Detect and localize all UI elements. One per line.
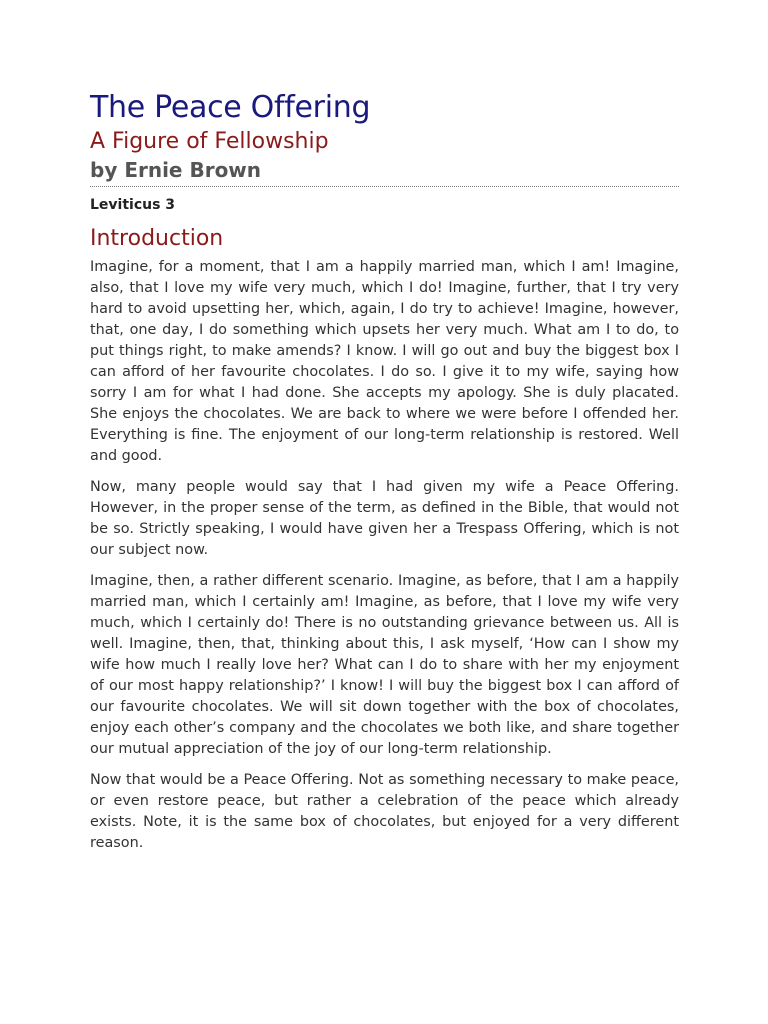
paragraph: Now, many people would say that I had given my wife a Peace Offering. However, in the proper sense of the term, as defined in the Bible, that would not be so. Strictly speaking, I would have given her a Trespass Offering, which is not our subject now. <box>90 479 679 558</box>
document-title: The Peace Offering <box>90 90 371 125</box>
section-heading: Introduction <box>90 226 224 251</box>
scripture-reference: Leviticus 3 <box>90 197 176 213</box>
document-subtitle: A Figure of Fellowship <box>90 129 329 154</box>
document-page <box>90 88 679 864</box>
paragraph: Imagine, then, a rather different scenario. Imagine, as before, that I am a happily married man, which I certainly am! Imagine, as before, that I love my wife very much, which I certainly do! There is no outstanding grievance between us. All is well. Imagine, then, that, thinking about this, I ask myself, ‘How can I show my wife how much I really love her? What can I do to share with her my enjoyment of our most happy relationship?’ I know! I will buy the biggest box I can afford of our favourite chocolates. We will sit down together with the box of chocolates, enjoy each other’s company and the chocolates we both like, and share together our mutual appreciation of the joy of our long-term relationship. <box>90 573 679 757</box>
document-author: by Ernie Brown <box>90 156 679 187</box>
paragraph: Imagine, for a moment, that I am a happily married man, which I am! Imagine, also, that I love my wife very much, which I do! Imagine, further, that I try very hard to avoid upsetting her, which, again, I do try to achieve! Imagine, however, that, one day, I do something which upsets her very much. What am I to do, to put things right, to make amends? I know. I will go out and buy the biggest box I can afford of her favourite chocolates. I do so. I give it to my wife, saying how sorry I am for what I had done. She accepts my apology. She is duly placated. She enjoys the chocolates. We are back to where we were before I offended her. Everything is fine. The enjoyment of our long-term relationship is restored. Well and good. <box>90 259 679 464</box>
section-body <box>90 257 679 854</box>
paragraph: Now that would be a Peace Offering. Not as something necessary to make peace, or even restore peace, but rather a celebration of the peace which already exists. Note, it is the same box of chocolates, but enjoyed for a very different reason. <box>90 772 679 851</box>
